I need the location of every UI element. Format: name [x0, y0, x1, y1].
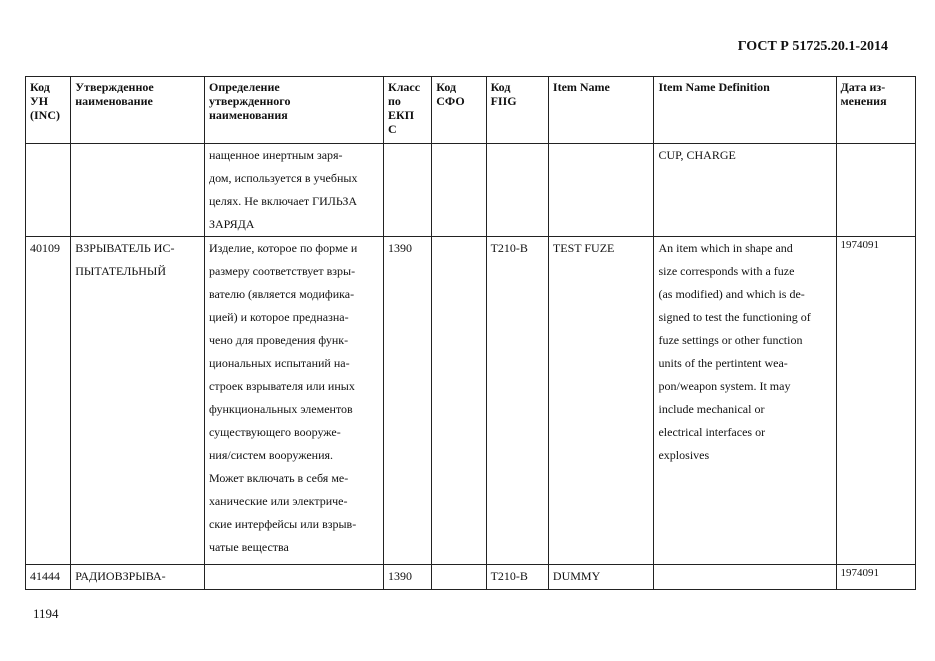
cell-text-line: существующего вооруже-	[209, 425, 341, 439]
header-line: наименование	[75, 94, 153, 108]
approved-name-cell	[71, 565, 205, 590]
approved-name-cell	[71, 144, 205, 237]
cell-text-line: нащенное инертным заря-	[209, 148, 343, 162]
table-row	[26, 237, 916, 565]
item-name-cell	[548, 144, 654, 237]
cell-text: 40109	[30, 241, 60, 255]
cell-text-line: ПЫТАТЕЛЬНЫЙ	[75, 264, 167, 278]
header-line: Код	[436, 80, 457, 94]
cell-text-line: size corresponds with a fuze	[658, 264, 795, 278]
definition-cell	[205, 237, 384, 565]
cell-text: 1390	[388, 241, 412, 255]
class-cell	[384, 144, 432, 237]
header-line: Item Name	[552, 80, 610, 94]
col-item-name-header	[548, 77, 654, 144]
class-cell	[384, 565, 432, 590]
header-line: С	[388, 122, 397, 136]
sfo-cell	[432, 144, 486, 237]
cell-text: T210-B	[490, 241, 528, 255]
item-definition-cell	[654, 144, 836, 237]
cell-text-line: вателю (является модифика-	[209, 287, 355, 301]
sfo-cell	[432, 565, 486, 590]
col-approved-name-header	[71, 77, 205, 144]
col-item-definition-header	[654, 77, 836, 144]
page-number: 1194	[33, 606, 59, 621]
cell-text-line: Может включать в себя ме-	[209, 471, 349, 485]
header-line: Утвержденное	[75, 80, 154, 94]
cell-text-line: функциональных элементов	[209, 402, 353, 416]
class-cell	[384, 237, 432, 565]
header-line: утвержденного	[209, 94, 291, 108]
cell-text-line: An item which in shape and	[658, 241, 793, 255]
cell-text-line: дом, используется в учебных	[209, 171, 358, 185]
cell-text-line: include mechanical or	[658, 402, 765, 416]
cell-text-line: explosives	[658, 448, 710, 462]
header-line: FIIG	[490, 94, 517, 108]
inc-code-cell	[26, 237, 71, 565]
col-fiig-header	[486, 77, 548, 144]
cell-text-line: ЗАРЯДА	[209, 217, 255, 231]
inc-code-cell	[26, 565, 71, 590]
cell-text-line: fuze settings or other function	[658, 333, 803, 347]
col-change-date-header	[836, 77, 916, 144]
sfo-cell	[432, 237, 486, 565]
fiig-cell	[486, 237, 548, 565]
cell-text: DUMMY	[552, 569, 601, 583]
definition-cell	[205, 144, 384, 237]
change-date-cell	[836, 237, 916, 565]
cell-text: TEST FUZE	[552, 241, 615, 255]
cell-text-line: signed to test the functioning of	[658, 310, 811, 324]
cell-text-line: чатые вещества	[209, 540, 289, 554]
col-definition-header	[205, 77, 384, 144]
inc-code-cell	[26, 144, 71, 237]
cell-text-line: Изделие, которое по форме и	[209, 241, 358, 255]
fiig-cell	[486, 565, 548, 590]
header-line: Код	[490, 80, 511, 94]
cell-text-line: ния/систем вооружения.	[209, 448, 334, 462]
cell-text: 41444	[30, 569, 60, 583]
cell-text	[841, 144, 912, 145]
cell-text: 1974091	[840, 239, 879, 251]
table-header-row	[26, 77, 916, 144]
approved-name-cell	[71, 237, 205, 565]
item-definition-cell	[654, 565, 836, 590]
cell-text-line: цией) и которое предназна-	[209, 310, 349, 324]
col-inc-header	[26, 77, 71, 144]
header-line: наименования	[209, 108, 288, 122]
header-line: Код	[30, 80, 50, 94]
cell-text-line: строек взрывателя или иных	[209, 379, 355, 393]
cell-text: 1390	[388, 569, 412, 583]
header-line: ЕКП	[388, 108, 415, 122]
cell-text-line: ВЗРЫВАТЕЛЬ ИС-	[75, 241, 175, 255]
cell-text-line: чено для проведения функ-	[209, 333, 349, 347]
cell-text-line: units of the pertintent wea-	[658, 356, 788, 370]
table-row	[26, 144, 916, 237]
cell-text-line: ские интерфейсы или взрыв-	[209, 517, 357, 531]
item-name-cell	[548, 565, 654, 590]
header-line: Item Name Definition	[658, 80, 770, 94]
header-line: (INC)	[30, 108, 60, 122]
cell-text-line: размеру соответствует взры-	[209, 264, 356, 278]
classification-table	[25, 76, 916, 590]
cell-text-line: целях. Не включает ГИЛЬЗА	[209, 194, 358, 208]
header-line: Дата из-	[840, 80, 886, 94]
document-number: ГОСТ Р 51725.20.1-2014	[737, 39, 888, 54]
cell-text-line: electrical interfaces or	[658, 425, 766, 439]
header-line: УН	[30, 94, 49, 108]
cell-text-line: pon/weapon system. It may	[658, 379, 791, 393]
definition-cell	[205, 565, 384, 590]
cell-text-line: РАДИОВЗРЫВА-	[75, 569, 166, 583]
table-row	[26, 565, 916, 590]
item-name-cell	[548, 237, 654, 565]
header-line: СФО	[436, 94, 465, 108]
header-line: менения	[840, 94, 887, 108]
change-date-cell	[836, 144, 916, 237]
change-date-cell	[836, 565, 916, 590]
cell-text-line: ханические или электриче-	[209, 494, 348, 508]
item-definition-cell	[654, 237, 836, 565]
cell-text: 1974091	[840, 567, 879, 579]
header-line: Определение	[209, 80, 280, 94]
cell-text: T210-B	[490, 569, 528, 583]
fiig-cell	[486, 144, 548, 237]
col-sfo-header	[432, 77, 486, 144]
cell-text-line: CUP, CHARGE	[658, 148, 736, 162]
cell-text-line: циональных испытаний на-	[209, 356, 350, 370]
cell-text-line: (as modified) and which is de-	[658, 287, 805, 301]
header-line: по	[388, 94, 401, 108]
header-line: Класс	[388, 80, 421, 94]
col-class-header	[384, 77, 432, 144]
